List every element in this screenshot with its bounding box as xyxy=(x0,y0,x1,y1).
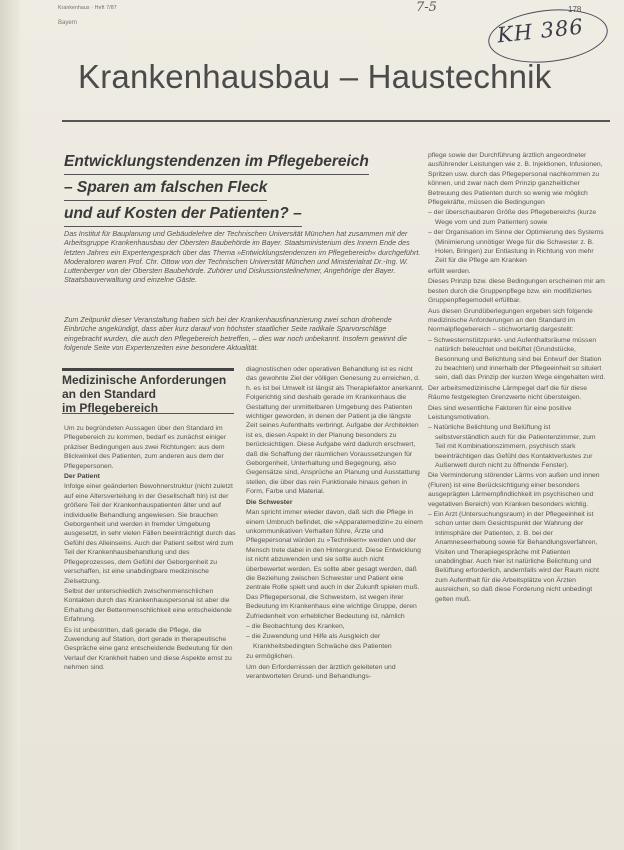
list-item: – Ein Arzt (Untersuchungsraum) in der Pflegeeinheit ist schon unter dem Gesichtspunkt der Wahrung der Intimsphäre der Patienten, z. B. bei der Anamneseerhebung sowie für Behandlungsverfahren, Visiten und Therapiegespräche mit Patienten unabdingbar. Auch hier ist natürliche Belichtung und Belüftung erforderlich, andernfalls wird der Raum nicht zum Aufenthalt für die Arbeitsplätze von Ärzten ausreichen, so daß diese Forderung nicht unbedingt gelten muß. xyxy=(428,511,599,603)
paragraph: diagnostischen oder operativen Behandlung ist es nicht das gewohnte Ziel der völligen Genesung zu erreichen, d. h. es ist bei Umwelt ist längst als Therapiefaktor anerkannt. Folgerichtig sind deshalb gerade im Krankenhaus die Gestaltung der unmittelbaren Umgebung des Patienten wichtiger geworden, in denen der Patient ja die längste Zeit seines Aufenthalts verbringt. Aufgabe der Architekten ist es, diesen Aspekt in der Planung besonders zu berücksichtigen. Diese Aufgabe wird dadurch erschwert, daß die Schaffung der räumlichen Voraussetzungen für Geborgenheit, Unterhaltung und Begegnung, also Gegensätze sind, Ansprüche an Planung und Ausstattung stellen, die über das rein Funktionale hinaus gehen in Form, Farbe und Material. xyxy=(246,366,424,496)
paragraph: Um zu begründeten Aussagen über den Standard im Pflegebereich zu kommen, bedarf es zunächst einiger präziser Bedingungen aus zwei Richtungen: aus dem Blickwinkel des Patienten, zum anderen aus dem der Pflegepersonen. xyxy=(64,425,227,470)
lede-paragraph: Zum Zeitpunkt dieser Veranstaltung haben sich bei der Krankenhausfinanzierung zwei schon drohende Einbrüche angekündigt, dass aber kurz darauf von höchster staatlicher Seite radikale Sparvorschläge eingebracht wurden, die auch den Pflegebereich betreffen, – dies war noch unbekannt. Insofern gewinnt die folgende Seite von Expertenzeiten eine besondere Aktualität. xyxy=(64,315,407,352)
section-heading-box xyxy=(62,368,234,414)
subheading: Die Schwester xyxy=(246,498,293,506)
paragraph: Man spricht immer wieder davon, daß sich die Pflege in einem Umbruch befindet, die »Apparatemedizin« zu einem unkommunikativen Verhalten führe, Ärzte und Pflegepersonal würden zu »Technikern« werden und der Mensch trete dabei in den Hintergrund. Diese Entwicklung ist nicht abzuwenden und sie sollte auch nicht überbewertet werden. Es sollte aber gesagt werden, daß die Beziehung zwischen Schwester und Patient eine zentrale Rolle spielt und auch in der Zukunft spielen muß. Das Pflegepersonal, die Schwestern, ist wegen ihrer Bedeutung im Krankenhaus eine wichtige Gruppe, deren Zufriedenheit von erheblicher Bedeutung ist, nämlich xyxy=(246,509,423,620)
paragraph: Selbst der unterschiedlich zwischenmenschlichen Kontakten durch das Krankenhauspersonal ist aber die Erhaltung der Bettenmenschlichkeit eine entscheidende Erfahrung. xyxy=(64,587,232,624)
paragraph: zu ermöglichen. xyxy=(246,653,294,661)
page-number: 178 xyxy=(568,5,582,14)
section-heading-line: im Pflegebereich xyxy=(62,401,159,415)
page-title: Krankenhausbau – Haustechnik xyxy=(78,58,552,95)
headline-line: Entwicklungstendenzen im Pflegebereich xyxy=(64,149,369,175)
list-item: – der Organisation im Sinne der Optimierung des Systems (Minimierung unnötiger Wege für die Schwester z. B. Holen, Bringen) zur Entlastung in Richtung von mehr Zeit für die Pflege am Kranken xyxy=(428,229,604,265)
list-item: – der überschaubaren Größe des Pflegebereichs (kurze Wege vom und zum Patienten) sowie xyxy=(428,209,597,226)
article-headline xyxy=(64,149,424,227)
headline-line: und auf Kosten der Patienten? – xyxy=(64,201,302,227)
section-kicker: Bayern xyxy=(58,20,78,26)
paragraph: Dies sind wesentliche Faktoren für eine positive Leistungsmotivation. xyxy=(428,404,572,421)
section-heading-line: Medizinische Anforderungen xyxy=(62,373,227,387)
title-rule xyxy=(62,120,610,122)
list-item: – die Zuwendung und Hilfe als Ausgleich der Krankheitsbedingten Schwäche des Patienten xyxy=(246,633,392,650)
subheading: Der Patient xyxy=(64,473,100,481)
list-item: – Schwesternstützpunkt- und Aufenthaltsräume müssen natürlich beleuchtet und belüftet (Grundstücke, Besonnung und Belichtung sind bei Entwurf der Station zu beachten) und innerhalb der Pflegeeinheit so situiert sein, daß das Prinzip der kurzen Wege eingehalten wird. xyxy=(428,336,606,382)
paragraph: Aus diesen Grundüberlegungen ergeben sich folgende medizinische Anforderungen an den Standard im Normalpflegebereich – stichwortartig dargestellt: xyxy=(428,307,593,334)
scan-edge xyxy=(0,0,20,850)
section-heading-line: an den Standard xyxy=(62,387,157,401)
paragraph: Der arbeitsmedizinische Lärmpegel darf die für diese Räume festgelegten Grenzwerte nicht übersteigen. xyxy=(428,384,588,402)
list-item: – Natürliche Belichtung und Belüftung ist selbstverständlich auch für die Patientenzimmer, zum Teil mit Kombinationszimmern, psychisch stark beeinträchtigen das Gefühl des Kontaktverlustes zur Außenwelt durch nicht zu öffnende Fenster). xyxy=(428,424,596,469)
paragraph: Es ist unbestritten, daß gerade die Pflege, die Zuwendung auf Station, dort gerade in therapeutische Gespräche eine ganz entscheidende Bedeutung für den Verlauf der Krankheit haben und diese Aspekte ernst zu nehmen sind. xyxy=(64,626,233,672)
column-right xyxy=(428,151,606,605)
list-item: – die Beobachtung des Kranken, xyxy=(246,622,345,630)
paragraph: erfüllt werden. xyxy=(428,267,471,275)
lede-paragraph: Das Institut für Bauplanung und Gebäudelehre der Technischen Universität München hat zusammen mit der Arbeitsgruppe Krankenhausbau der Obersten Baubehörde im Bayer. Staatsministerium des Innern Ende des letzten Jahres ein Expertengespräch über das Thema »Entwicklungstendenzen im Pflegebereich« durchgeführt. Moderatoren waren Prof. Chr. Ottow von der Technischen Universität München und Ministerialrat Dr.-Ing. W. Luttenberger von der Obersten Baubehörde. Zuhörer und Diskussionsteilnehmer, Angehörige der Bayer. Staatsbauverwaltung und einzelne Gäste. xyxy=(64,229,421,285)
paragraph: Um den Erfordernissen der ärztlich geleiteten und verantworteten Grund- und Behandlungs- xyxy=(246,663,396,680)
column-middle xyxy=(246,365,424,682)
stamp-text: KH 386 xyxy=(495,14,585,48)
paragraph: Dieses Prinzip bzw. diese Bedingungen erscheinen mir am besten durch die Gruppenpflege bzw. ein modifiziertes Gruppenpflegemodell erfüllbar. xyxy=(428,278,605,305)
handwritten-reference: 7-5 xyxy=(416,0,437,15)
paragraph: Infolge einer geänderten Bewohnerstruktur (nicht zuletzt auf eine Altersverteilung in der Gesellschaft hin) ist der größere Teil der Krankenhauspatienten älter und auf individuelle Behandlung angewiesen. Sie brauchen Geborgenheit und werden in fremder Umgebung ausgesetzt, in sehr vielen Fällen beeinträchtigt durch das Gefühl des Alleinseins. Auch der Patient selbst wird zum Teil der Krankenhausbehandlung und des Pflegeprozesses, dem Gefühl der Geborgenheit zu verschaffen, ist eine unabdingbare medizinische Zielsetzung. xyxy=(64,483,236,585)
header-meta: Krankenhaus · Heft 7/87 xyxy=(58,5,117,11)
column-left xyxy=(64,424,238,674)
paragraph: Die Verminderung störender Lärms von außen und innen (Fluren) ist eine Berücksichtigung einer besonders ausgeprägten Lärmempfindlichkeit im psychischen und vegetativen Bereich) von Kranken besonders wichtig. xyxy=(428,472,600,508)
paragraph: pflege sowie der Durchführung ärztlich angeordneter ausführender Leistungen wie z. B. Injektionen, Infusionen, Spritzen usw. durch das Pflegepersonal nachkommen zu können, und zwar nach dem Prinzip ganzheitlicher Betreuung des Patienten durch so wenig wie möglich Pflegekräfte, müssen die Bedingungen xyxy=(428,152,603,207)
headline-line: – Sparen am falschen Fleck xyxy=(64,175,267,201)
